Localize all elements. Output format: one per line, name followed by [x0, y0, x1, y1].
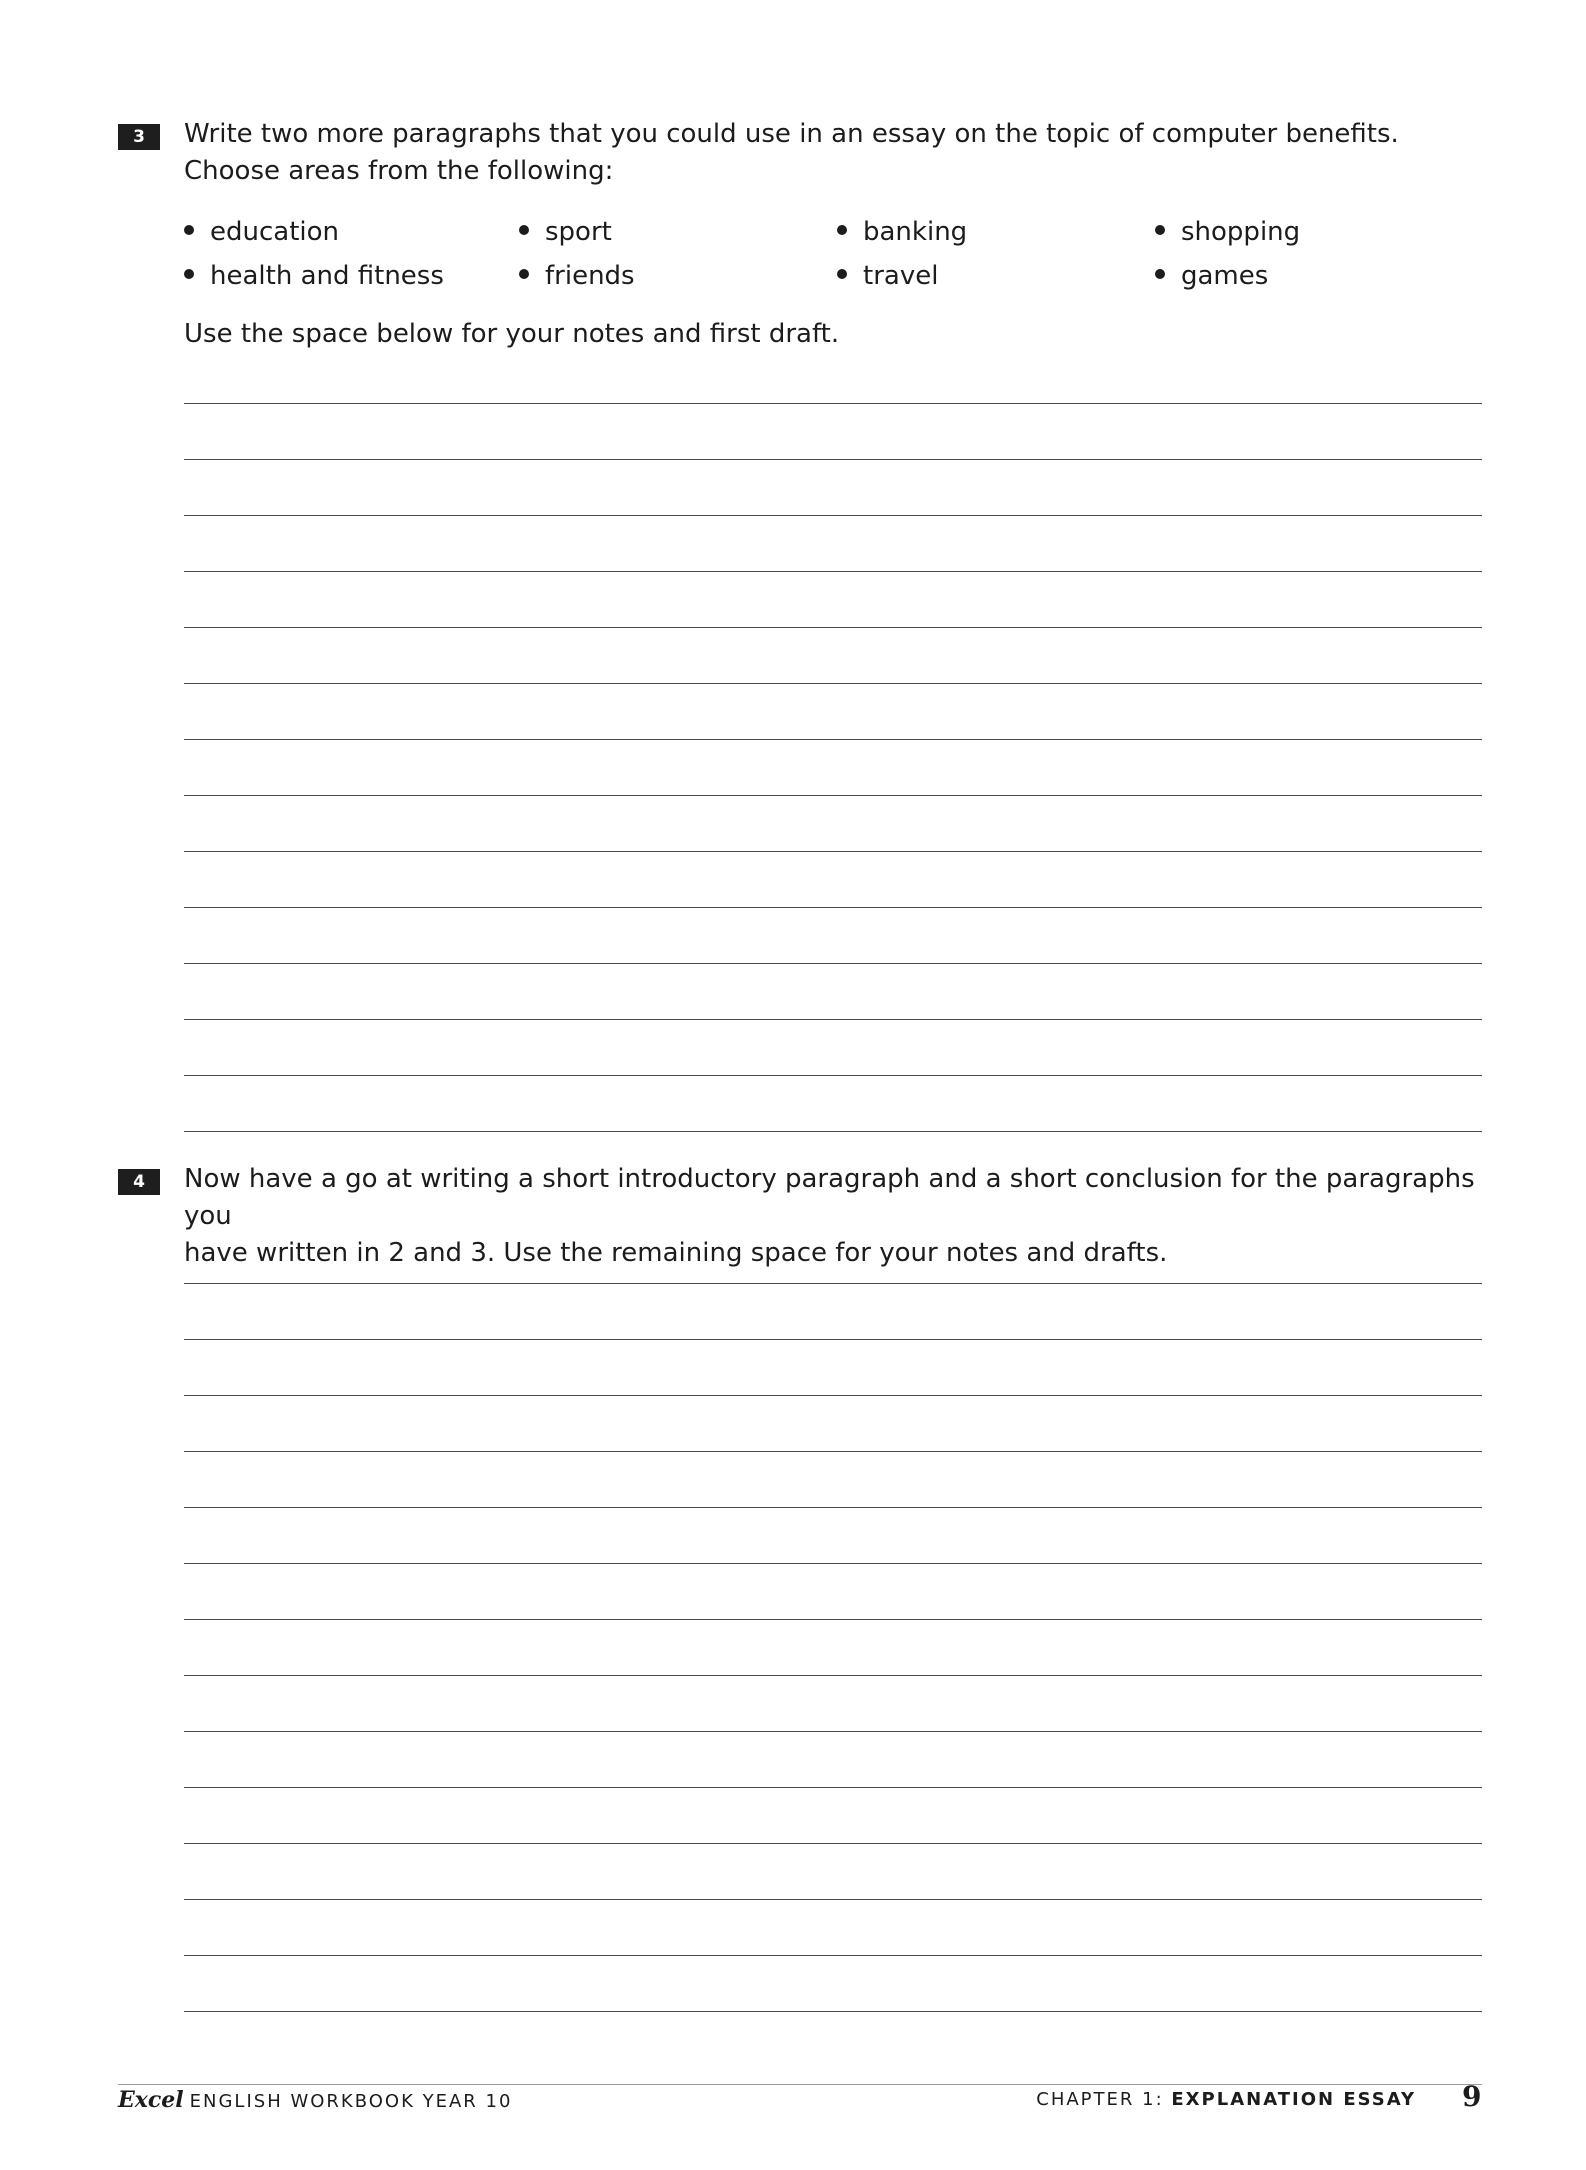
topic-option	[1155, 254, 1464, 298]
footer-chapter	[1036, 2086, 1416, 2114]
topic-options-list	[184, 210, 1464, 298]
writing-line	[184, 851, 1482, 852]
book-title: ENGLISH WORKBOOK YEAR 10	[189, 2091, 513, 2112]
writing-line	[184, 1283, 1482, 1284]
writing-line	[184, 1131, 1482, 1132]
topic-option-label: health and fitness	[210, 261, 444, 291]
writing-line	[184, 2011, 1482, 2012]
writing-line	[184, 963, 1482, 964]
writing-line	[184, 907, 1482, 908]
brand-logo-text: Excel	[118, 2087, 184, 2113]
page-number: 9	[1462, 2080, 1482, 2113]
writing-line	[184, 1843, 1482, 1844]
writing-line	[184, 1955, 1482, 1956]
topic-option-label: games	[1181, 261, 1269, 291]
question-4-prompt	[184, 1161, 1484, 1272]
topic-option	[184, 254, 519, 298]
topic-option-label: shopping	[1181, 217, 1301, 247]
question-4-prompt-line-1: Now have a go at writing a short introductory paragraph and a short conclusion for the paragraphs you	[184, 1164, 1475, 1231]
writing-line	[184, 1675, 1482, 1676]
writing-line	[184, 515, 1482, 516]
bullet-icon	[1155, 225, 1165, 235]
bullet-icon	[519, 225, 529, 235]
writing-line	[184, 627, 1482, 628]
question-3-number: 3	[118, 124, 160, 150]
bullet-icon	[837, 225, 847, 235]
writing-line	[184, 1075, 1482, 1076]
chapter-prefix: CHAPTER 1:	[1036, 2089, 1172, 2110]
bullet-icon	[184, 269, 194, 279]
writing-line	[184, 459, 1482, 460]
topic-option-label: education	[210, 217, 340, 247]
writing-line	[184, 1507, 1482, 1508]
topic-option-label: banking	[863, 217, 968, 247]
question-4-number: 4	[118, 1169, 160, 1195]
writing-line	[184, 1563, 1482, 1564]
writing-line	[184, 1451, 1482, 1452]
topic-option	[1155, 210, 1464, 254]
topic-option-label: travel	[863, 261, 939, 291]
question-3-instruction: Use the space below for your notes and first draft.	[184, 319, 840, 349]
writing-line	[184, 1899, 1482, 1900]
writing-line	[184, 739, 1482, 740]
bullet-icon	[519, 269, 529, 279]
topic-option	[184, 210, 519, 254]
question-3-prompt-line-2: Choose areas from the following:	[184, 156, 614, 186]
question-4-writing-area[interactable]	[184, 1283, 1482, 2013]
topic-option	[519, 254, 837, 298]
question-3-writing-area[interactable]	[184, 403, 1482, 1133]
topic-option-label: sport	[545, 217, 612, 247]
writing-line	[184, 403, 1482, 404]
question-4-prompt-line-2: have written in 2 and 3. Use the remaining space for your notes and drafts.	[184, 1238, 1168, 1268]
topic-option	[837, 254, 1155, 298]
footer-book-title	[118, 2086, 512, 2116]
bullet-icon	[1155, 269, 1165, 279]
writing-line	[184, 1339, 1482, 1340]
writing-line	[184, 795, 1482, 796]
writing-line	[184, 1395, 1482, 1396]
writing-line	[184, 683, 1482, 684]
writing-line	[184, 1019, 1482, 1020]
bullet-icon	[184, 225, 194, 235]
question-3-prompt	[184, 116, 1484, 190]
writing-line	[184, 1619, 1482, 1620]
topic-option-label: friends	[545, 261, 635, 291]
question-3-prompt-line-1: Write two more paragraphs that you could use in an essay on the topic of computer benefits.	[184, 119, 1399, 149]
topic-option	[837, 210, 1155, 254]
chapter-title: EXPLANATION ESSAY	[1171, 2089, 1416, 2110]
footer-divider	[118, 2084, 1482, 2085]
bullet-icon	[837, 269, 847, 279]
writing-line	[184, 1787, 1482, 1788]
writing-line	[184, 571, 1482, 572]
topic-option	[519, 210, 837, 254]
writing-line	[184, 1731, 1482, 1732]
